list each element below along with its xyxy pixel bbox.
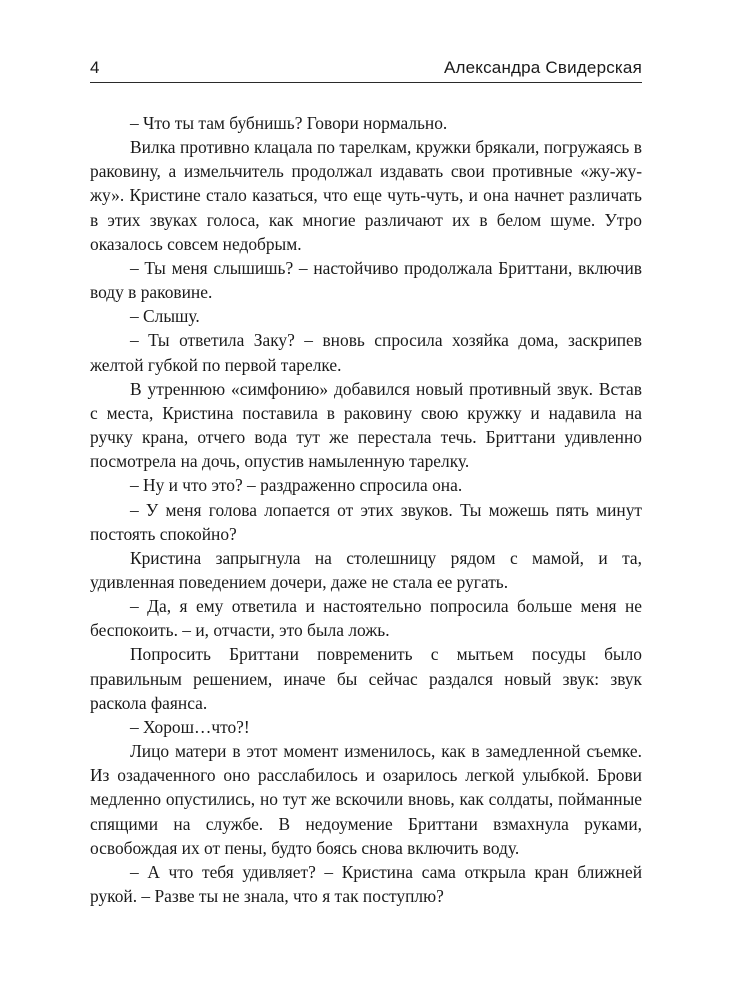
paragraph: – Что ты там бубнишь? Говори нормально.: [130, 113, 448, 133]
paragraph: Кристина запрыгнула на столешницу рядом с мамой, и та, удивленная поведением дочери, даже не стала ее ругать.: [90, 547, 642, 592]
page-header: [90, 57, 642, 81]
paragraph: Вилка противно клацала по тарелкам, кружки брякали, погружаясь в раковину, а измельчитель продолжал издавать свои противные «жу-жу-жу». Кристине стало казаться, что еще чуть-чуть, и она начнет различать в этих звуках голоса, как многие различают их в белом шуме. Утро оказалось совсем недобрым.: [90, 137, 642, 254]
paragraph: В утреннюю «симфонию» добавился новый противный звук. Встав с места, Кристина поставила в раковину свою кружку и надавила на ручку крана, отчего вода тут же перестала течь. Бриттани удивленно посмотрела на дочь, опустив намыленную тарелку.: [90, 378, 642, 472]
paragraph: – Ты меня слышишь? – настойчиво продолжала Бриттани, включив воду в раковине.: [90, 257, 642, 303]
paragraph: – Хорош…что?!: [130, 716, 250, 737]
header-rule: [90, 82, 642, 83]
paragraph: – Да, я ему ответила и настоятельно попросила больше меня не беспокоить. – и, отчасти, это была ложь.: [90, 596, 642, 641]
running-head-author: Александра Свидерская: [443, 58, 642, 77]
paragraph: Лицо матери в этот момент изменилось, как в замедленной съемке. Из озадаченного оно расслабилось и озарилось легкой улыбкой. Брови медленно опустились, но тут же вскочили вновь, как солдаты, пойманные спящими на службе. В недоумение Бриттани взмахнула руками, освобождая их от пены, будто боясь снова включить воду.: [90, 741, 642, 858]
paragraph: – Ты ответила Заку? – вновь спросила хозяйка дома, заскрипев желтой губкой по первой тарелке.: [90, 330, 642, 375]
paragraph: – Слышу.: [130, 306, 200, 327]
page-number: 4: [90, 58, 100, 77]
paragraph: Попросить Бриттани повременить с мытьем посуды было правильным решением, иначе бы сейчас раздался новый звук: звук раскола фаянса.: [90, 644, 642, 713]
paragraph: – Ну и что это? – раздраженно спросила она.: [130, 475, 463, 496]
paragraph: – У меня голова лопается от этих звуков. Ты можешь пять минут постоять спокойно?: [90, 499, 642, 544]
body-text: [90, 111, 642, 908]
paragraph: – А что тебя удивляет? – Кристина сама открыла кран ближней рукой. – Разве ты не знала, что я так поступлю?: [90, 861, 642, 906]
